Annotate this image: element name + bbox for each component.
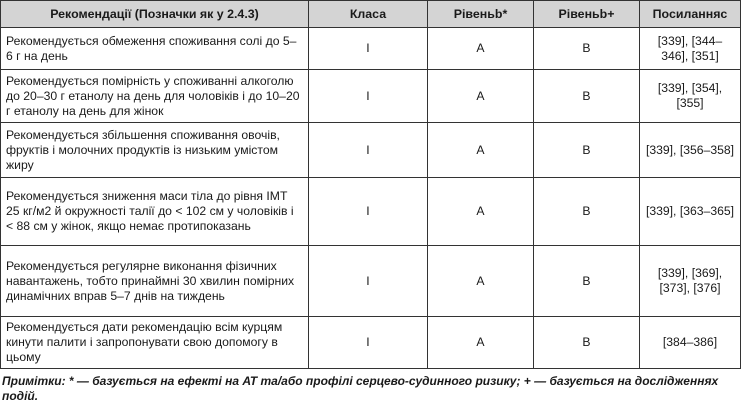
level-1-cell: A xyxy=(428,28,534,70)
references-cell: [339], [354], [355] xyxy=(640,70,741,123)
level-2-cell: B xyxy=(534,246,640,317)
class-cell: I xyxy=(309,246,428,317)
recommendation-cell: Рекомендується дати рекомендацію всім курцям кинути палити і запропонувати свою допомогу в цьому xyxy=(1,317,309,369)
level-1-cell: A xyxy=(428,123,534,178)
table-footnote: Примітки: * — базується на ефекті на АТ та/або профілі серцево-судинного ризику; + — базується на дослідженнях подій. xyxy=(2,374,719,403)
references-cell: [384–386] xyxy=(640,317,741,369)
level-2-cell: B xyxy=(534,123,640,178)
references-cell: [339], [356–358] xyxy=(640,123,741,178)
recommendation-cell: Рекомендується збільшення споживання овочів, фруктів і молочних продуктів із низьким умістом жиру xyxy=(1,123,309,178)
class-cell: I xyxy=(309,123,428,178)
header-level-2: Рівеньb+ xyxy=(534,1,640,28)
table-row xyxy=(1,70,741,123)
level-1-cell: A xyxy=(428,246,534,317)
header-references: Посиланняс xyxy=(640,1,741,28)
recommendation-cell: Рекомендується зниження маси тіла до рівня ІМТ 25 кг/м2 й окружності талії до < 102 см у чоловіків і < 88 см у жінок, якщо немає протипоказань xyxy=(1,178,309,246)
header-class: Класа xyxy=(309,1,428,28)
table-row xyxy=(1,317,741,369)
header-recommendations: Рекомендації (Позначки як у 2.4.3) xyxy=(1,1,309,28)
level-1-cell: A xyxy=(428,178,534,246)
class-cell: I xyxy=(309,70,428,123)
recommendation-cell: Рекомендується обмеження споживання солі до 5–6 г на день xyxy=(1,28,309,70)
level-1-cell: A xyxy=(428,70,534,123)
level-2-cell: B xyxy=(534,28,640,70)
level-1-cell: A xyxy=(428,317,534,369)
table-header-row xyxy=(1,1,741,28)
recommendation-cell: Рекомендується регулярне виконання фізичних навантажень, тобто принаймні 30 хвилин помірних динамічних вправ 5–7 днів на тиждень xyxy=(1,246,309,317)
level-2-cell: B xyxy=(534,178,640,246)
references-cell: [339], [344–346], [351] xyxy=(640,28,741,70)
table-row xyxy=(1,178,741,246)
level-2-cell: B xyxy=(534,70,640,123)
header-level-1: Рівеньb* xyxy=(428,1,534,28)
table-row xyxy=(1,246,741,317)
class-cell: I xyxy=(309,178,428,246)
references-cell: [339], [363–365] xyxy=(640,178,741,246)
class-cell: I xyxy=(309,317,428,369)
table-row xyxy=(1,28,741,70)
recommendation-cell: Рекомендується помірність у споживанні алкоголю до 20–30 г етанолу на день для чоловіків і до 10–20 г етанолу на день для жінок xyxy=(1,70,309,123)
level-2-cell: B xyxy=(534,317,640,369)
class-cell: I xyxy=(309,28,428,70)
table-row xyxy=(1,123,741,178)
references-cell: [339], [369], [373], [376] xyxy=(640,246,741,317)
